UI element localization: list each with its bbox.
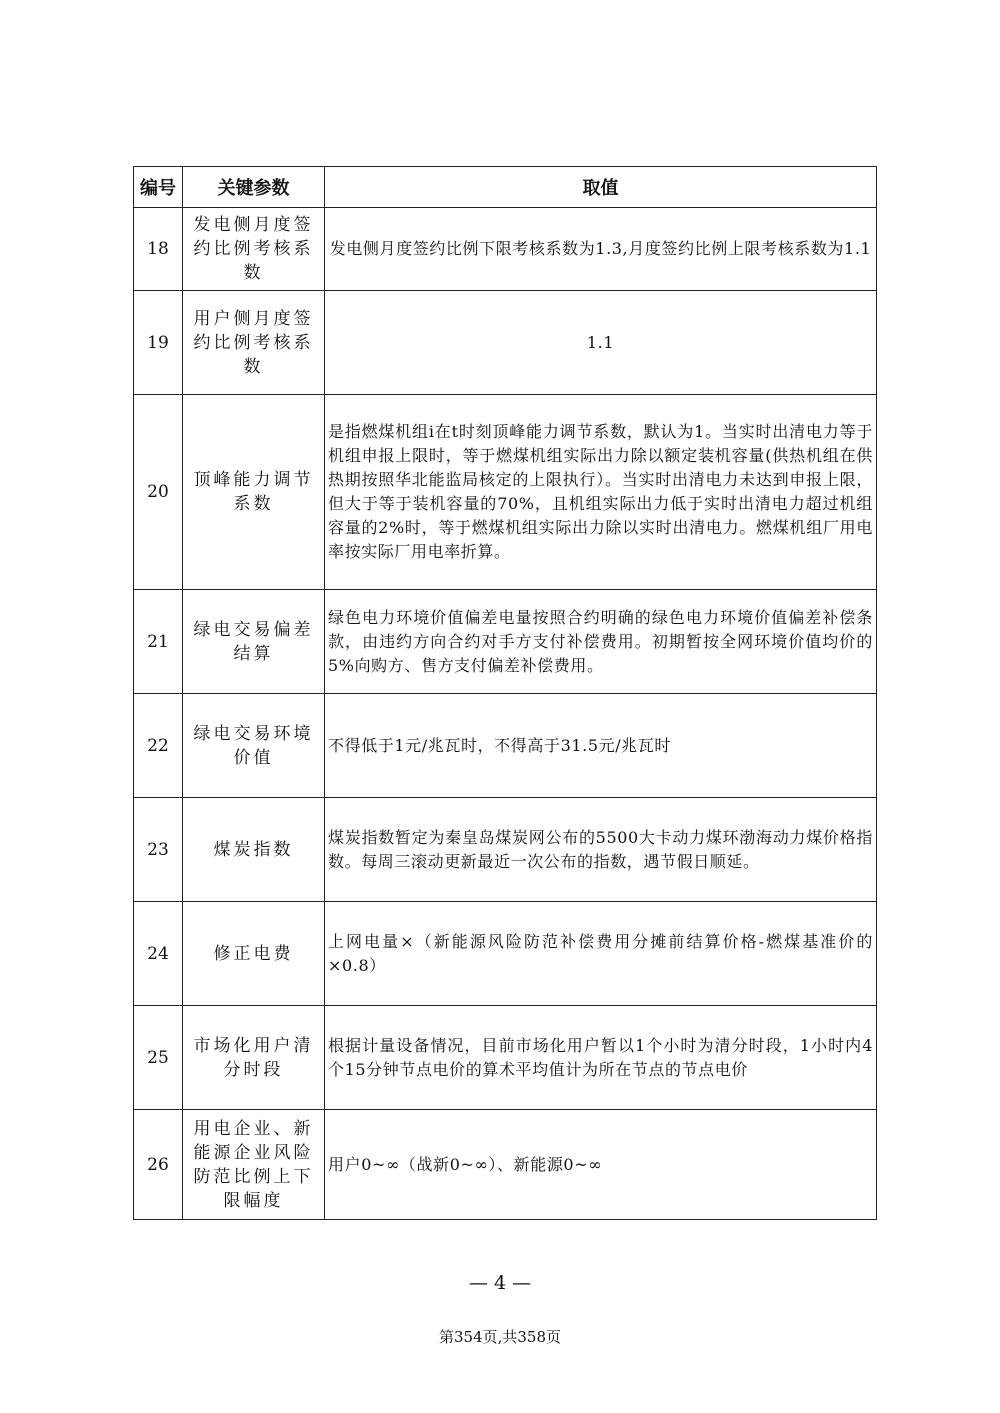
table-row [134, 590, 877, 694]
row-value: 绿色电力环境价值偏差电量按照合约明确的绿色电力环境价值偏差补偿条款，由违约方向合约对手方支付补偿费用。初期暂按全网环境价值均价的5%向购方、售方支付偏差补偿费用。 [325, 590, 877, 694]
row-param: 用电企业、新能源企业风险防范比例上下限幅度 [183, 1110, 325, 1220]
row-number: 26 [134, 1110, 183, 1220]
row-param: 市场化用户清分时段 [183, 1006, 325, 1110]
row-number: 23 [134, 798, 183, 902]
header-value: 取值 [325, 167, 877, 208]
row-param: 修正电费 [183, 902, 325, 1006]
table-row [134, 798, 877, 902]
row-number: 22 [134, 694, 183, 798]
row-value: 煤炭指数暂定为秦皇岛煤炭网公布的5500大卡动力煤环渤海动力煤价格指数。每周三滚动更新最近一次公布的指数，遇节假日顺延。 [325, 798, 877, 902]
table-row [134, 395, 877, 590]
row-number: 24 [134, 902, 183, 1006]
table-row [134, 1006, 877, 1110]
header-param: 关键参数 [183, 167, 325, 208]
row-param: 绿电交易偏差结算 [183, 590, 325, 694]
row-value: 上网电量×（新能源风险防范补偿费用分摊前结算价格-燃煤基准价的×0.8） [325, 902, 877, 1006]
parameter-table [133, 166, 877, 1220]
row-param: 绿电交易环境价值 [183, 694, 325, 798]
row-param: 发电侧月度签约比例考核系数 [183, 208, 325, 291]
page-number: — 4 — [468, 1272, 532, 1294]
row-value: 发电侧月度签约比例下限考核系数为1.3,月度签约比例上限考核系数为1.1 [325, 208, 877, 291]
page-footer: 第354页,共358页 [438, 1328, 562, 1346]
row-value: 用户0~∞（战新0~∞）、新能源0~∞ [325, 1110, 877, 1220]
header-number: 编号 [134, 167, 183, 208]
table-header-row [134, 167, 877, 208]
row-number: 21 [134, 590, 183, 694]
row-number: 25 [134, 1006, 183, 1110]
row-number: 20 [134, 395, 183, 590]
table-row [134, 291, 877, 395]
row-number: 19 [134, 291, 183, 395]
row-value: 是指燃煤机组i在t时刻顶峰能力调节系数，默认为1。当实时出清电力等于机组申报上限时，等于燃煤机组实际出力除以额定装机容量(供热机组在供热期按照华北能监局核定的上限执行）。当实时出清电力未达到申报上限，但大于等于装机容量的70%，且机组实际出力低于实时出清电力超过机组容量的2%时，等于燃煤机组实际出力除以实时出清电力。燃煤机组厂用电率按实际厂用电率折算。 [325, 395, 877, 590]
row-number: 18 [134, 208, 183, 291]
row-value: 1.1 [325, 291, 877, 395]
table-row [134, 902, 877, 1006]
row-value: 根据计量设备情况，目前市场化用户暂以1个小时为清分时段，1小时内4个15分钟节点电价的算术平均值计为所在节点的节点电价 [325, 1006, 877, 1110]
table-row [134, 1110, 877, 1220]
table-row [134, 208, 877, 291]
row-param: 顶峰能力调节系数 [183, 395, 325, 590]
row-param: 煤炭指数 [183, 798, 325, 902]
row-value: 不得低于1元/兆瓦时，不得高于31.5元/兆瓦时 [325, 694, 877, 798]
row-param: 用户侧月度签约比例考核系数 [183, 291, 325, 395]
table-row [134, 694, 877, 798]
